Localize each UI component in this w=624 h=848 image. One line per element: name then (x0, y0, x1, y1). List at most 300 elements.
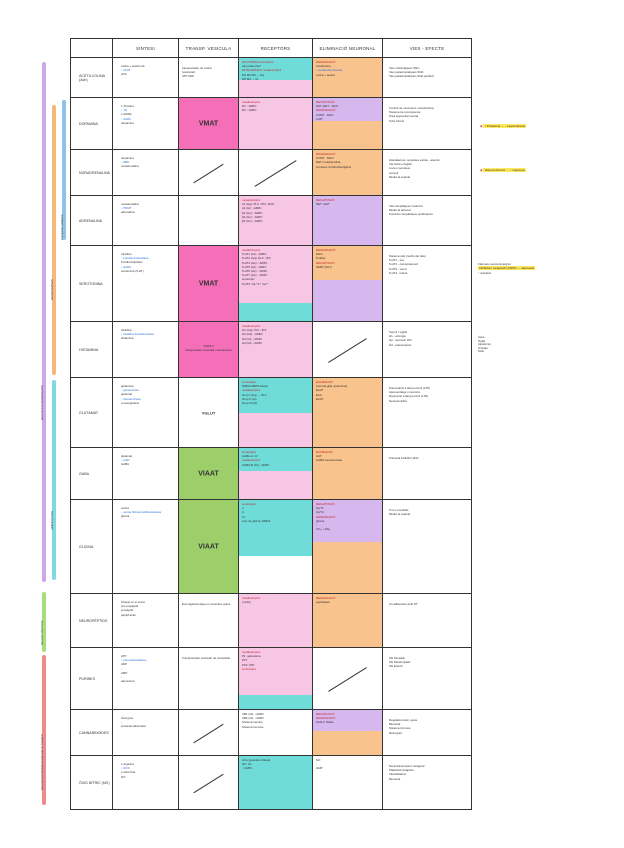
text-line: DEGRADACIÓ (316, 108, 336, 113)
transport-cell (179, 58, 239, 97)
vies-cell (383, 756, 471, 809)
transport-cell (179, 322, 239, 377)
text-line: D1: ↑AMPc (242, 104, 257, 109)
receptors-cell (239, 378, 313, 447)
text-line: ionotròpics (242, 380, 256, 384)
elimination-cell (313, 648, 383, 709)
neurotransmitter-name: ÒXID NÍTRIC (NO) (79, 780, 110, 785)
text-line: EAA (316, 392, 322, 397)
table-row (71, 57, 471, 97)
text-line: L-citrul·lina (121, 770, 136, 775)
synthesis-cell (113, 756, 179, 809)
text-line: serina (121, 506, 129, 510)
text-line: GABA-B (Gi): ↓AMPc (242, 462, 270, 467)
text-line: GlyT2 (316, 510, 324, 515)
synthesis-cell (113, 98, 179, 149)
text-line: Plasticitat sinàptica (389, 768, 414, 773)
elimination-cell (313, 594, 383, 647)
elimination-cell (313, 710, 383, 755)
table-row (71, 149, 471, 195)
transporter-name: VIAAT (198, 543, 219, 550)
neurotransmitter-name: DOPAMINA (79, 121, 98, 126)
text-line: ATP ADP (182, 74, 194, 79)
text-line: ↓ GAD (121, 458, 130, 463)
text-line: peptidases (316, 600, 330, 605)
text-line: serotonina (5-HT) (121, 268, 144, 273)
vies-cell (383, 448, 471, 499)
text-line: pèptid actiu (121, 612, 136, 617)
text-line: ionotròpic (242, 277, 255, 282)
text-line: CB1 (Gi): ↓AMPc (242, 712, 265, 716)
text-line: ↓ ChAT (121, 68, 131, 73)
neurotransmitter-cell (71, 246, 113, 321)
text-line: GCs (guanilat ciclasa) (242, 758, 271, 762)
elimination-cell (313, 150, 383, 195)
text-line: SN Parasimpàtic (389, 660, 411, 665)
text-line: dopamina (121, 156, 134, 160)
text-line: Àcid gras (121, 716, 134, 720)
receptors-cell (239, 648, 313, 709)
receptors-cell (239, 448, 313, 499)
text-line: Sistema rafe (nuclis del rafe) (389, 254, 426, 258)
vies-cell (383, 378, 471, 447)
text-line: 5-HT4 (Gs): ↑AMPc (242, 260, 268, 265)
text-line: GABA (121, 462, 130, 467)
text-line: ↓ serina hidroximetiltransferasa (121, 510, 162, 515)
text-line: dopamina (121, 120, 134, 125)
empty-slash (193, 773, 223, 792)
text-line: 5-HT1 - son (389, 258, 405, 263)
elimination-cell (313, 246, 383, 321)
text-line: metabotròpics (242, 324, 261, 328)
text-line: glicina (316, 518, 325, 523)
vies-cell (383, 246, 471, 321)
text-line: ATP (121, 654, 127, 658)
text-line: adrenalina (121, 210, 135, 215)
text-line: Vies parasimpàtiques SNA (389, 70, 424, 75)
synthesis-cell (113, 196, 179, 245)
text-line: Neurotoxicitat (389, 398, 407, 403)
neurotransmitter-name: NORADRENALINA (79, 170, 110, 175)
text-line: GlyT1 (316, 506, 324, 511)
synthesis-cell (113, 322, 179, 377)
receptors-cell (239, 150, 313, 195)
text-line: SN Simpàtic (389, 656, 405, 660)
neurotransmitter-name: ACETILCOLINA (Ach) (79, 73, 105, 82)
transport-cell (179, 594, 239, 647)
text-line: metabotròpics (242, 596, 261, 600)
text-line: β3 (Gs): ↑AMPc (242, 219, 263, 224)
text-line: ↓ (316, 523, 318, 528)
receptor-block (239, 303, 312, 321)
text-line: RECAPTACIÓ (316, 100, 335, 104)
vies-cell (383, 648, 471, 709)
transport-cell (179, 448, 239, 499)
text-line: ↓ triptòfan hidroxilasa (121, 256, 149, 261)
text-line: glutamat (121, 454, 133, 458)
text-line: SERT (5HT) (316, 264, 332, 269)
text-line: ↓ (121, 720, 123, 725)
text-line: ↓ transaminasa (121, 396, 141, 401)
text-line: Emmagatzematge en vesícules grans (182, 602, 231, 606)
bar-monoamines (52, 105, 56, 375)
text-line: 5-HT5 (Gi): ↓AMPc (242, 264, 267, 269)
note-noradrenalina: ◉ Vasoconstricció → ↑ migranya (480, 168, 525, 172)
text-line: Funcions simpàtiques perifèriques (389, 212, 433, 217)
text-line: Via 'lluita o fugida' (389, 162, 413, 167)
text-line: ↓ histidina descarboxilasa (121, 332, 154, 337)
text-line: P2Y (242, 658, 248, 663)
text-line: Locus coeruleus (389, 166, 411, 171)
text-line: NO (121, 774, 126, 779)
text-line: ionotròpics (242, 502, 256, 506)
text-line: M2 M4 → Gi (242, 76, 259, 81)
transport-cell (179, 246, 239, 321)
synthesis-cell (113, 378, 179, 447)
col-header-receptors: RECEPTORS (239, 39, 313, 57)
receptors-cell (239, 196, 313, 245)
text-line: Sistema de recompensa (389, 110, 421, 115)
elimination-cell (313, 322, 383, 377)
neurotransmitter-cell (71, 322, 113, 377)
receptor-block (239, 556, 312, 593)
text-line: Retrograd (389, 730, 402, 735)
text-line: VMAT 2 (203, 344, 214, 348)
text-line: Tubs infund (389, 118, 404, 123)
text-line: NO (316, 758, 321, 762)
neurotransmitter-name: ADRENALINA (79, 218, 102, 223)
text-line: Memòria (389, 776, 401, 781)
col-header-transport: TRANSP. VESICULA (179, 39, 239, 57)
text-line: ↑ GMPc (242, 766, 253, 771)
text-line: metabotròpics (242, 388, 261, 393)
bar-aminoacids (52, 380, 56, 580)
neurotransmitter-cell (71, 58, 113, 97)
receptors-cell (239, 246, 313, 321)
label-no-classics: NEUROTRANSMISSORS NO CLÀSSICS (40, 734, 44, 790)
text-line: Àrea tegmental ventral (389, 114, 419, 119)
text-line: β1 (Gs): ↑AMPc (242, 210, 263, 215)
text-line: P1: adenosina (242, 654, 261, 659)
text-line: DEGRADACIÓ (316, 60, 336, 64)
text-line: ↓ (121, 675, 123, 680)
text-line: CO₂ + NH₃ (316, 527, 331, 532)
text-line: metabotròpics (242, 248, 261, 252)
text-line: 5-HT2 (Gq): PLC ↑IP3 (242, 256, 271, 261)
vies-cell (383, 150, 471, 195)
transporter-name: VIAAT (198, 470, 219, 477)
text-line: M1 M3 M5 → Gq (242, 72, 265, 77)
text-line: ↓ AADC (121, 116, 132, 121)
text-line: Grup I (Gq) → PLC (242, 392, 267, 397)
text-line: ↓ ectonucleotidases (121, 658, 147, 663)
text-line: RECAPTACIÓ (316, 198, 335, 202)
text-line: 5-HIAA (316, 256, 326, 261)
text-line: H2 (Gs): ↑AMPc (242, 332, 263, 337)
text-line: GABA transaminasa (316, 458, 343, 463)
text-line: Vies colinèrgiques SNC (389, 66, 420, 70)
text-line: α1 (Gq): PLC ↑IP3 ↑DAG (242, 202, 275, 207)
text-line: NMDA AMPA Kainat (242, 384, 268, 389)
neurotransmitter-cell (71, 150, 113, 195)
table-row (71, 647, 471, 709)
text-line: MAO (316, 252, 323, 257)
text-line: Vies parasimpàtiques SNA periferic (389, 74, 435, 79)
receptors-cell (239, 98, 313, 149)
text-line: ↓ Acetilcolinesterasa (316, 68, 343, 73)
text-line: NET noradrenalina (316, 160, 341, 165)
synthesis-cell (113, 648, 179, 709)
neurotransmitter-cell (71, 648, 113, 709)
text-line: COMT - MAO (316, 156, 334, 161)
text-line: glicina (121, 514, 130, 519)
text-line: β (242, 510, 244, 515)
text-line: Sistema immune (389, 726, 411, 731)
text-line: DAT (NET - DAT) (316, 104, 339, 109)
elimination-cell (313, 196, 383, 245)
text-line: H1 - al·lèrgia (389, 334, 406, 339)
text-line: pre-propèptid (121, 604, 139, 609)
text-line: metabotròpics (242, 650, 261, 654)
transporter-name: VGLUT (201, 410, 216, 415)
table-row (71, 195, 471, 245)
text-line: NICOTÍNICS ionotròpics (242, 60, 274, 64)
text-line: RECAPTACIÓ (316, 502, 335, 506)
note-dopamina: ◉ ↑ Prolactina → ↑ esquizofrènia (480, 124, 525, 128)
text-line: H2 - secreció HCl (389, 338, 412, 343)
text-line: Sistema nerviós (242, 720, 263, 725)
text-line: RECAPTACIÓ (316, 712, 335, 716)
text-line: NET / EAT (316, 202, 330, 207)
receptor-block (239, 471, 312, 499)
text-line: Depressió a llarg termini (LTD) (389, 394, 429, 399)
elimination-block (313, 731, 382, 755)
elimination-block (313, 121, 382, 149)
text-line: 5-HT3 - vòmit (389, 266, 407, 271)
vies-cell (383, 594, 471, 647)
text-line: transportador vesicular monoamines (185, 348, 232, 353)
table-row (71, 377, 471, 447)
empty-slash (328, 338, 367, 363)
text-line: 3-metoxi-4-hidroxifenilglicol (316, 164, 352, 169)
text-line: H4 (Gi): ↓AMPc (242, 340, 263, 345)
text-line: (vesicular) (182, 70, 196, 75)
text-line: ↓ DBH (121, 160, 130, 165)
text-line: β2 (Gs): ↑AMPc (242, 214, 263, 219)
elimination-cell (313, 500, 383, 593)
text-line: Tronc encefàlic (389, 508, 409, 512)
text-line: colina + acetil-coA (121, 64, 145, 68)
text-line: 5-HT7 (Gs): ↑AMPc (242, 273, 268, 278)
text-line: ↓ (121, 666, 123, 671)
text-line: ionotròpics (242, 450, 256, 454)
neurotransmitter-name: SEROTONINA (79, 281, 103, 286)
receptor-block (239, 695, 312, 710)
text-line: H3 (Gi): ↓AMPc (242, 336, 263, 341)
text-line: Transportador vesicular de nucleòtids (182, 656, 231, 660)
label-monoamines: MONOAMINES (50, 279, 54, 300)
text-line: α (242, 506, 244, 511)
vies-cell (383, 500, 471, 593)
text-line: COMT - MAO (316, 112, 334, 117)
transport-cell (179, 196, 239, 245)
text-line: metabotròpics (242, 100, 261, 104)
text-line: SN Entèric (389, 664, 403, 669)
text-line: P2X: ATP (242, 662, 255, 667)
text-line: 3-MT (316, 116, 323, 121)
text-line: Sistema immune (242, 724, 264, 729)
label-aminoacids: AMINOÀCIDS (50, 510, 54, 530)
neurotransmitter-name: PURINES (79, 676, 95, 681)
text-line: α-cetoglutarat (121, 400, 139, 405)
text-line: Vies simpàtiques medul·la (389, 204, 423, 208)
label-neuropeptids: NEURO PÈPTIDS (40, 620, 44, 645)
note-histamina: Gana Vigília Hipotèrmia Al·lèrgia Dolor (478, 336, 491, 354)
label-catecolamines: CATECOLAMINES (60, 214, 64, 240)
transport-cell (179, 98, 239, 149)
text-line: Lloc de glicina: NMDA (242, 518, 271, 523)
text-line: ionotròpics (242, 666, 256, 671)
text-line: H3 - autoreceptor (389, 342, 412, 347)
text-line: Grup III (Gi) (242, 401, 258, 406)
text-line: metabotròpics (242, 198, 261, 202)
elimination-cell (313, 58, 383, 97)
text-line: Regulació dolor, gana (389, 718, 417, 722)
text-line: Memòria (389, 722, 401, 727)
text-line: Medul·la espinal (389, 512, 411, 517)
table-row (71, 709, 471, 755)
neurotransmitter-cell (71, 378, 113, 447)
text-line: Co-alliberació amb NT (389, 602, 418, 606)
text-line: RECAPTACIÓ (316, 260, 335, 265)
col-header-eliminacio: ELIMINACIÓ NEURONAL (313, 39, 383, 57)
neurotransmitter-cell (71, 756, 113, 809)
text-line: Aprenentatge i memòria (389, 390, 420, 395)
text-line: histidina (121, 328, 132, 332)
transport-cell (179, 710, 239, 755)
text-line: 5-HT4 - intestí (389, 270, 408, 275)
text-line: AMP (121, 670, 128, 675)
text-line: transportador de colina (182, 66, 212, 70)
transport-cell (179, 378, 239, 447)
text-line: DEGRADACIÓ (316, 248, 336, 252)
bar-amines (42, 62, 46, 582)
text-line: ↓ NOS (121, 766, 130, 771)
text-line: tots poden Na⁺ (242, 64, 262, 69)
neurotransmitter-cell (71, 594, 113, 647)
elimination-block (313, 542, 382, 593)
receptors-cell (239, 594, 313, 647)
vies-cell (383, 322, 471, 377)
vies-cell (383, 710, 471, 755)
text-line: noradrenalina (121, 164, 139, 169)
text-line: ↓ glutaminasa (121, 388, 139, 393)
text-line: ADP (121, 662, 127, 667)
text-line: triptòfan (121, 252, 132, 256)
vies-cell (383, 98, 471, 149)
text-line: 5-hidroxitriptòfan (121, 260, 143, 265)
elimination-cell (313, 98, 383, 149)
text-line: 5-HT3: Na⁺ K⁺ Ca²⁺ (242, 281, 269, 286)
text-line: ELIMINACIÓ (316, 450, 333, 454)
synthesis-cell (113, 500, 179, 593)
text-line: 5-HT6 (Gs): ↑AMPc (242, 269, 268, 274)
synthesis-cell (113, 58, 179, 97)
text-line: DEGRADACIÓ (316, 152, 336, 156)
neurotransmitter-name: GABA (79, 471, 89, 476)
text-line: ACh (121, 72, 127, 77)
summary-table (70, 38, 472, 810)
synthesis-cell (113, 246, 179, 321)
table-row (71, 499, 471, 593)
text-line: D2: ↓AMPc (242, 108, 257, 113)
text-line: CB2 (Gi): ↓AMPc (242, 716, 265, 721)
elimination-cell (313, 756, 383, 809)
receptor-block (239, 413, 312, 447)
text-line: histamina (121, 336, 134, 341)
col-header-sintesi: SÍNTESI (113, 39, 179, 57)
text-line: propèptid (121, 608, 134, 613)
text-line: ↓ TH (121, 108, 128, 113)
text-line: GABA-A: Cl⁻ (242, 454, 259, 459)
synthesis-cell (113, 448, 179, 499)
label-classics: NEUROTRANSMISSORS (40, 385, 44, 420)
neurotransmitter-name: CANNABINOIDES (79, 730, 109, 735)
text-line: Hipotalamus, respostes estrès - atenció (389, 158, 440, 162)
text-line: (cèl·lula glial: glutamina) (316, 384, 348, 389)
text-line: L-arginina (121, 762, 134, 766)
neurotransmitter-name: GLUTAMAT (79, 410, 99, 415)
transport-cell (179, 150, 239, 195)
synthesis-cell (113, 710, 179, 755)
transporter-name: VMAT (198, 120, 219, 127)
transport-cell (179, 500, 239, 593)
text-line: glutamina (121, 384, 134, 388)
text-line: Medul·la adrenal (389, 208, 411, 213)
text-line: 5-HT2 - comportament (389, 262, 419, 267)
elimination-block (313, 280, 382, 321)
text-line: Somni / vigília (389, 330, 407, 334)
receptors-cell (239, 756, 313, 809)
neurotransmitter-cell (71, 98, 113, 149)
table-row (71, 245, 471, 321)
text-line: ↓ PNMT (121, 206, 132, 211)
table-row (71, 97, 471, 149)
receptors-cell (239, 710, 313, 755)
text-line: DEGRADACIÓ (316, 596, 336, 600)
text-line: Control de moviment: mesolímbica (389, 106, 434, 110)
synthesis-cell (113, 150, 179, 195)
text-line: ↓ (316, 762, 318, 767)
text-line: GMP (316, 766, 323, 771)
text-line: Acetilcolina (316, 64, 331, 69)
text-line: MUSCARÍNICS metabotròpics (242, 68, 282, 73)
text-line: (molts) (242, 600, 251, 605)
text-line: colina + acetat (316, 72, 335, 77)
text-line: EAAT (316, 388, 324, 393)
text-line: Neurotransmissor retrògrad (389, 764, 425, 768)
synthesis-cell (113, 594, 179, 647)
text-line: ↓ AADC (121, 264, 132, 269)
text-line: H1 (Gq): PLC ↑IP3 (242, 328, 267, 333)
text-line: L-DOPA (121, 112, 132, 117)
text-line: GAT (316, 454, 322, 459)
transporter-name: VMAT (198, 280, 219, 287)
neurotransmitter-cell (71, 196, 113, 245)
text-line: Potenciació a llarg termini (LTP) (389, 386, 430, 390)
text-line: Síntesi en el soma (121, 600, 145, 604)
table-row (71, 321, 471, 377)
